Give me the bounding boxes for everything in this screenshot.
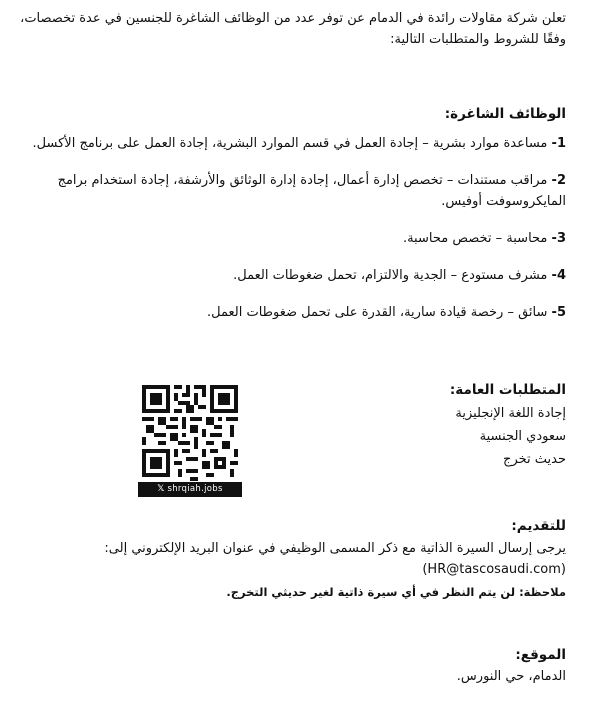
qr-caption — [138, 482, 242, 497]
job-number: 3- — [551, 231, 566, 246]
apply-note: ملاحظة: لن يتم النظر في أي سيرة ذاتية لغير حديثي التخرج. — [226, 585, 566, 599]
job-text: محاسبة – تخصص محاسبة. — [402, 231, 548, 246]
intro-line-2: وفقًا للشروط والمتطلبات التالية: — [390, 32, 566, 47]
qr-code-icon — [138, 380, 242, 482]
job-item — [6, 302, 566, 323]
job-text: مساعدة موارد بشرية – إجادة العمل في قسم الموارد البشرية، إجادة العمل على برنامج الأكسل. — [32, 136, 548, 151]
requirement-item: سعودي الجنسية — [479, 429, 566, 444]
job-text: مراقب مستندات – تخصص إدارة أعمال، إجادة إدارة الوثائق والأرشفة، إجادة استخدام برامج المايكروسوفت أوفيس. — [57, 173, 566, 209]
job-number: 2- — [551, 173, 566, 188]
jobs-section-title: الوظائف الشاغرة: — [444, 106, 566, 122]
intro-paragraph — [6, 8, 566, 50]
job-item — [6, 170, 566, 212]
requirement-item: إجادة اللغة الإنجليزية — [455, 406, 566, 421]
apply-section — [6, 538, 566, 603]
intro-line-1: تعلن شركة مقاولات رائدة في الدمام عن توفر عدد من الوظائف الشاغرة للجنسين في عدة تخصصات، — [20, 11, 566, 26]
job-item — [6, 133, 566, 154]
job-item — [6, 228, 566, 249]
jobs-list — [6, 133, 566, 339]
requirements-list — [455, 402, 566, 471]
job-item — [6, 265, 566, 286]
requirements-title: المتطلبات العامة: — [449, 382, 566, 398]
job-number: 5- — [551, 305, 566, 320]
job-text: سائق – رخصة قيادة سارية، القدرة على تحمل ضغوطات العمل. — [206, 305, 548, 320]
requirement-item: حديث تخرج — [503, 452, 566, 467]
job-text: مشرف مستودع – الجدية والالتزام، تحمل ضغوطات العمل. — [233, 268, 548, 283]
apply-instructions: يرجى إرسال السيرة الذاتية مع ذكر المسمى الوظيفي في عنوان البريد الإلكتروني إلى: — [104, 541, 566, 556]
job-number: 1- — [551, 136, 566, 151]
location-title: الموقع: — [515, 647, 566, 663]
x-logo-icon: 𝕏 — [157, 484, 165, 494]
email-link[interactable]: (HR@tascosaudi.com) — [422, 562, 566, 577]
qr-code[interactable] — [138, 380, 242, 497]
job-number: 4- — [551, 268, 566, 283]
location-text: الدمام، حي النورس. — [456, 669, 566, 684]
apply-title: للتقديم: — [511, 518, 566, 534]
qr-handle: shrqiah.jobs — [167, 484, 223, 494]
